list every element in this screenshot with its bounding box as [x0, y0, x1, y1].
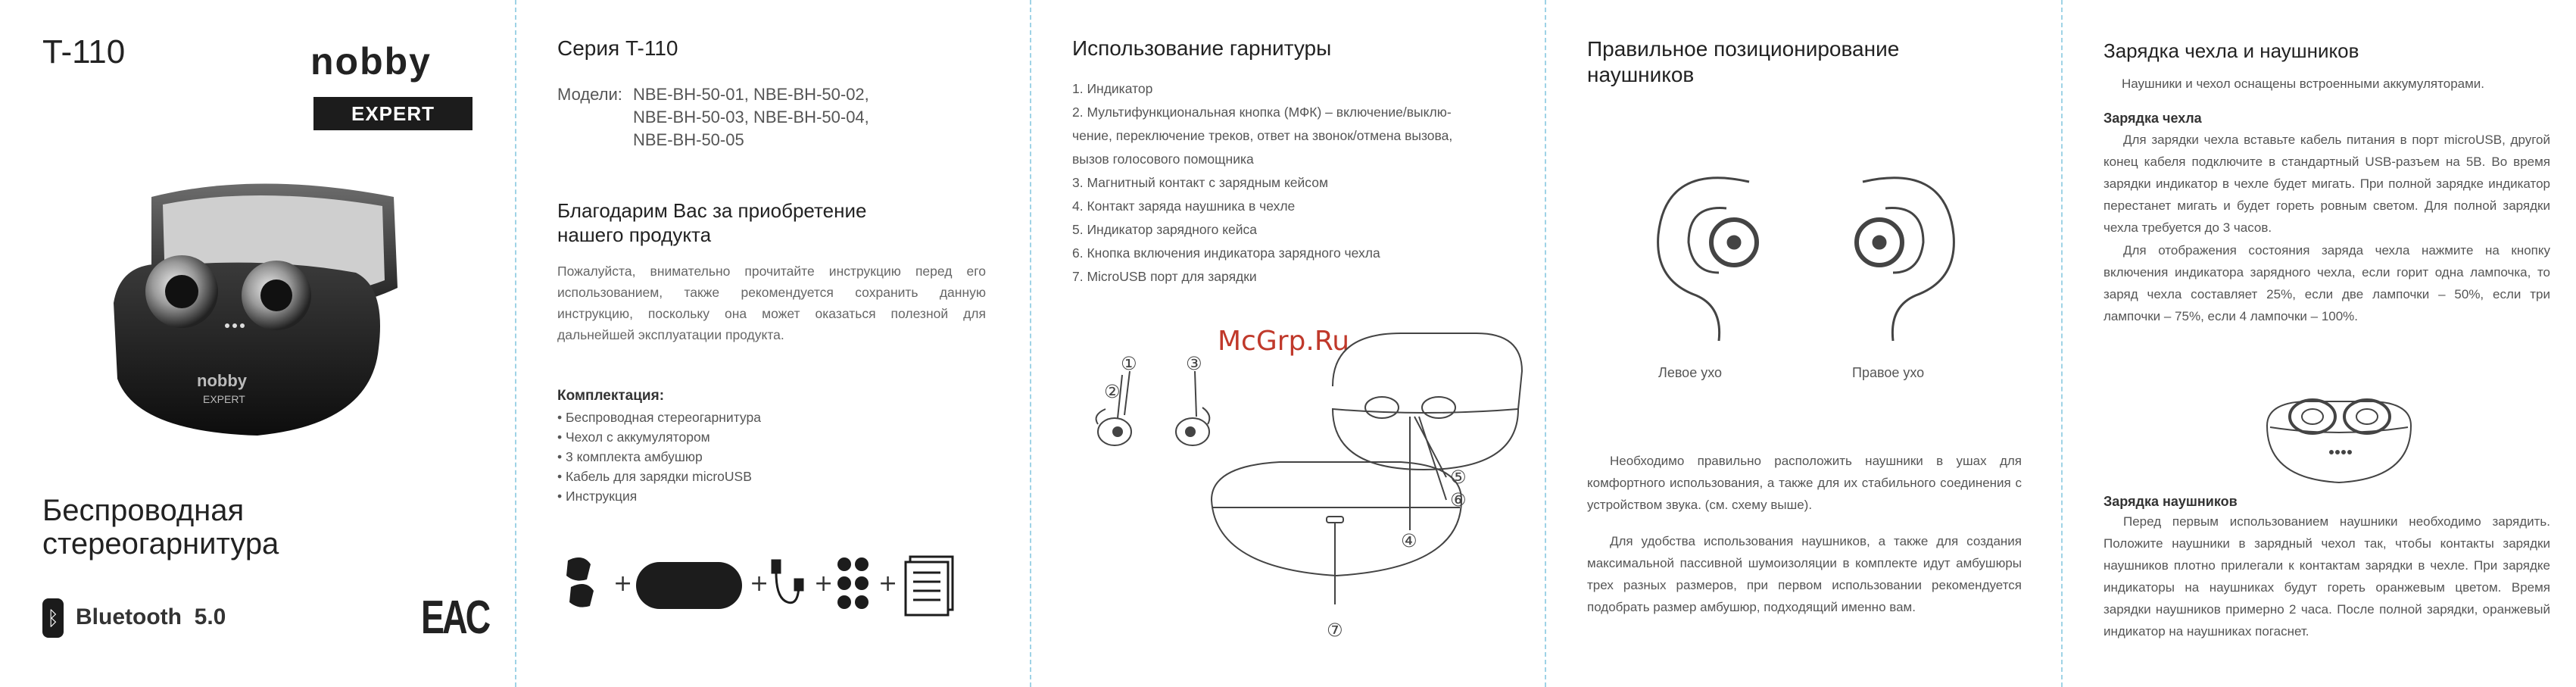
kit-item: • 3 комплекта амбушюр	[557, 449, 703, 464]
plus-icon: +	[878, 570, 898, 597]
product-title	[42, 494, 279, 561]
thanks-line1: Благодарим Вас за приобретение	[557, 199, 867, 222]
buds-charging-title: Зарядка наушников	[2104, 494, 2238, 509]
charging-intro: Наушники и чехол оснащены встроенными аккумуляторами.	[2122, 77, 2485, 91]
kit-item: • Кабель для зарядки microUSB	[557, 469, 752, 484]
callout-4: ④	[1401, 530, 1417, 551]
usage-item: 3. Магнитный контакт с зарядным кейсом	[1072, 175, 1329, 190]
kit-item: • Чехол с аккумулятором	[557, 429, 710, 445]
brand-expert-badge: EXPERT	[313, 97, 472, 130]
plus-icon: +	[750, 570, 769, 597]
series-title: Серия T-110	[557, 36, 678, 60]
usage-item: вызов голосового помощника	[1072, 151, 1254, 167]
usage-item: 1. Индикатор	[1072, 81, 1153, 96]
models-line3: NBE-BH-50-05	[633, 130, 744, 149]
product-title-line1: Беспроводная	[42, 494, 245, 527]
case-with-buds-illustration	[2259, 373, 2419, 486]
left-ear-icon	[1658, 178, 1757, 341]
product-title-line2: стереогарнитура	[42, 527, 279, 561]
usage-diagram	[1083, 318, 1530, 651]
bluetooth-icon: ᛒ	[42, 598, 64, 638]
bluetooth-label: Bluetooth 5.0	[76, 604, 226, 629]
models-line2: NBE-BH-50-03, NBE-BH-50-04,	[633, 108, 869, 126]
positioning-para1: Необходимо правильно расположить наушники в ушах для комфортного использования, а также для их стабильного соединения с устройством звука. (см. схему выше).	[1587, 454, 2022, 512]
cable-icon	[772, 561, 803, 603]
left-ear-label: Левое ухо	[1658, 365, 1723, 380]
right-ear-label: Правое ухо	[1852, 365, 1925, 380]
usage-item: 5. Индикатор зарядного кейса	[1072, 222, 1258, 237]
models-line1: NBE-BH-50-01, NBE-BH-50-02,	[633, 85, 869, 104]
usage-title: Использование гарнитуры	[1072, 36, 1332, 60]
case-charging-text2: Для отображения состояния заряда чехла нажмите на кнопку включения индикатора зарядного чехла, если горит одна лампочка, то заряд чехла составляет 25%, если две лампочки – 50%, если три лампочки – 75%, если 4 лампочки – 100%.	[2104, 243, 2550, 323]
callout-2: ②	[1104, 381, 1121, 402]
usage-panel	[1030, 0, 1545, 687]
usage-item: 4. Контакт заряда наушника в чехле	[1072, 198, 1296, 214]
buds-charging-text: Перед первым использованием наушники необходимо зарядить. Положите наушники в зарядный чехол так, чтобы контакты зарядки наушников плотно прилегали к контактам зарядки в чехле. При зарядке индикаторы на наушниках будут гореть оранжевым цветом. Время зарядки наушников примерно 2 часа. После полной зарядки, оранжевый индикатор на наушниках погаснет.	[2104, 514, 2550, 639]
plus-icon: +	[613, 570, 633, 597]
case-charging-title: Зарядка чехла	[2104, 111, 2202, 126]
cover-panel	[0, 0, 515, 687]
kit-icons	[560, 545, 1000, 621]
case-charging-text1: Для зарядки чехла вставьте кабель питания в порт microUSB, другой конец кабеля подключите в стандартный USB-разъем на 5В. Во время зарядки индикатор в чехле будет мигать. При полной зарядке индикатор перестанет мигать и будет гореть ровным светом. Для полной зарядки чехла требуется до 3 часов.	[2104, 133, 2550, 235]
eac-mark: EAC	[421, 592, 489, 644]
positioning-panel	[1545, 0, 2061, 687]
right-ear-icon	[1857, 178, 1954, 341]
charging-title: Зарядка чехла и наушников	[2104, 39, 2359, 62]
positioning-title	[1587, 36, 1899, 88]
plus-icon: +	[814, 570, 834, 597]
brand-logo: nobby	[310, 40, 432, 83]
usage-item: 7. MicroUSB порт для зарядки	[1072, 269, 1257, 284]
eartips-icon	[837, 557, 869, 609]
earbuds-icon	[566, 557, 594, 607]
models-list	[633, 83, 869, 151]
positioning-para2: Для удобства использования наушников, а также для создания максимальной пассивной шумоизоляции в комплекте идут амбушюры трех разных размеров, при первом использовании рекомендуется подобрать размер амбушюр, подходящий именно вам.	[1587, 534, 2022, 614]
svg-text:nobby: nobby	[197, 371, 247, 390]
thanks-heading	[557, 198, 866, 247]
series-panel	[515, 0, 1030, 687]
callout-3: ③	[1186, 353, 1202, 374]
models-label: Модели:	[557, 85, 622, 104]
usage-item: 2. Мультифункциональная кнопка (МФК) – включение/выклю-	[1072, 105, 1452, 120]
usage-item: 6. Кнопка включения индикатора зарядного чехла	[1072, 245, 1380, 261]
charging-panel	[2061, 0, 2576, 687]
kit-list	[557, 408, 761, 506]
svg-text:EXPERT: EXPERT	[203, 393, 245, 405]
usage-item: чение, переключение треков, ответ на звонок/отмена вызова,	[1072, 128, 1453, 143]
product-illustration	[106, 174, 409, 462]
positioning-title-line2: наушников	[1587, 63, 1695, 86]
intro-text: Пожалуйста, внимательно прочитайте инструкцию перед его использованием, также рекомендуется сохранить данную инструкцию, поскольку она может оказаться полезной для дальнейшей эксплуатации продукта.	[557, 264, 986, 342]
ears-diagram	[1636, 167, 1984, 356]
callout-1: ①	[1121, 353, 1137, 374]
case-icon	[636, 562, 742, 609]
watermark: McGrp.Ru	[1218, 326, 1350, 357]
callout-5: ⑤	[1450, 467, 1467, 488]
product-code: T-110	[42, 33, 126, 70]
callout-6: ⑥	[1450, 489, 1467, 511]
usage-list	[1072, 77, 1452, 289]
thanks-line2: нашего продукта	[557, 223, 712, 246]
kit-item: • Инструкция	[557, 489, 638, 504]
kit-item: • Беспроводная стереогарнитура	[557, 410, 761, 425]
callout-7: ⑦	[1327, 620, 1343, 641]
manual-icon	[906, 557, 953, 615]
kit-title: Комплектация:	[557, 388, 665, 404]
positioning-title-line1: Правильное позиционирование	[1587, 37, 1900, 61]
